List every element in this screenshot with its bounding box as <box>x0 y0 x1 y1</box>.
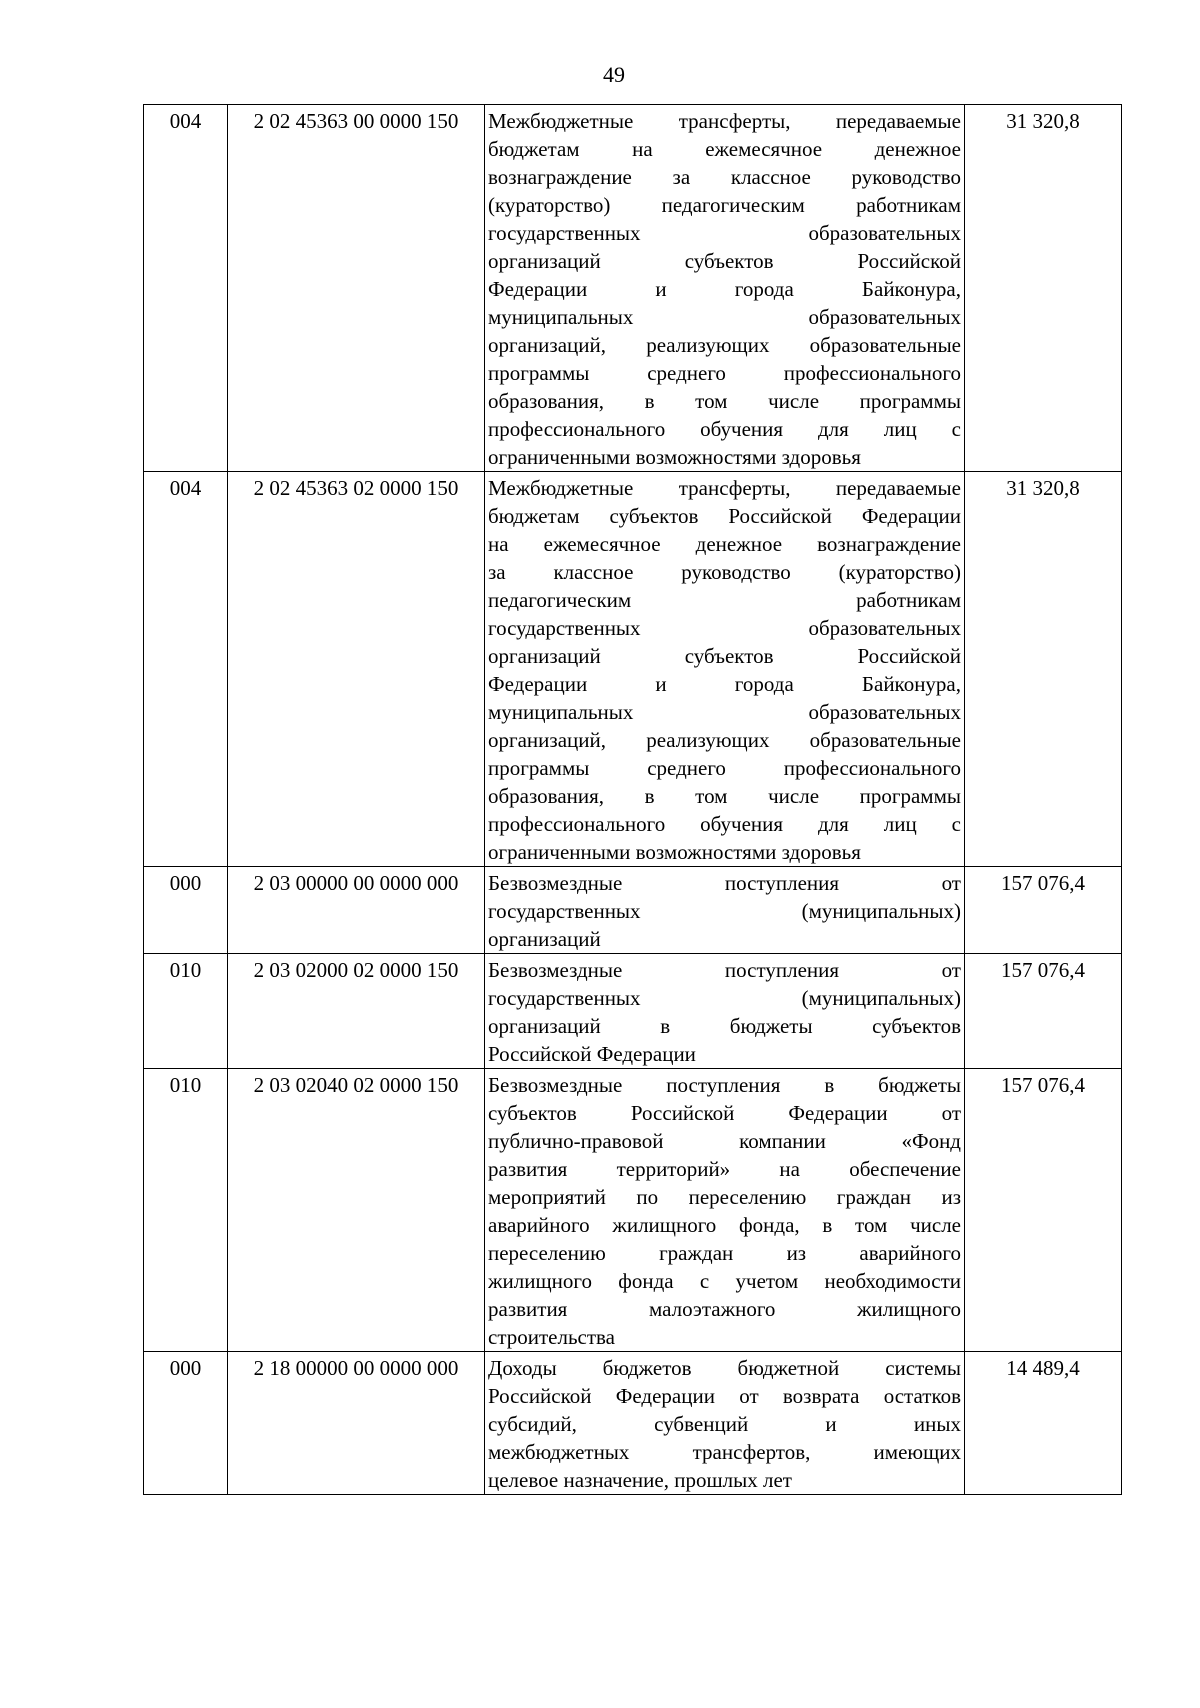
description-line: Безвозмездные поступления в бюджеты <box>488 1073 961 1097</box>
description-line: программы среднего профессионального <box>488 361 961 385</box>
table-row <box>144 472 1122 867</box>
description-line: образования, в том числе программы <box>488 389 961 413</box>
table-row <box>144 1069 1122 1352</box>
description-line: государственных образовательных <box>488 616 961 640</box>
description-line: жилищного фонда с учетом необходимости <box>488 1269 961 1293</box>
admin-code-cell: 010 <box>144 1069 228 1352</box>
description-line: мероприятий по переселению граждан из <box>488 1185 961 1209</box>
description-line: профессионального обучения для лиц с <box>488 417 961 441</box>
description-line: государственных образовательных <box>488 221 961 245</box>
amount-cell: 157 076,4 <box>965 867 1122 954</box>
description-line: развития территорий» на обеспечение <box>488 1157 961 1181</box>
description-line: организаций <box>488 927 601 951</box>
description-line: программы среднего профессионального <box>488 756 961 780</box>
admin-code-cell: 000 <box>144 1352 228 1495</box>
description-line: ограниченными возможностями здоровья <box>488 445 861 469</box>
admin-code-cell: 004 <box>144 472 228 867</box>
description-line: Безвозмездные поступления от <box>488 958 961 982</box>
admin-code-cell: 010 <box>144 954 228 1069</box>
description-line: государственных (муниципальных) <box>488 986 961 1010</box>
description-line: Федерации и города Байконура, <box>488 277 961 301</box>
table-row <box>144 867 1122 954</box>
description-line: ограниченными возможностями здоровья <box>488 840 861 864</box>
description-cell <box>485 867 965 954</box>
table-row <box>144 105 1122 472</box>
description-line: вознаграждение за классное руководство <box>488 165 961 189</box>
budget-code-cell: 2 03 00000 00 0000 000 <box>228 867 485 954</box>
description-line: организаций субъектов Российской <box>488 644 961 668</box>
description-line: организаций субъектов Российской <box>488 249 961 273</box>
description-cell <box>485 105 965 472</box>
budget-code-cell: 2 02 45363 02 0000 150 <box>228 472 485 867</box>
amount-cell: 31 320,8 <box>965 105 1122 472</box>
description-line: (кураторство) педагогическим работникам <box>488 193 961 217</box>
table-row <box>144 1352 1122 1495</box>
budget-code-cell: 2 03 02040 02 0000 150 <box>228 1069 485 1352</box>
description-line: публично-правовой компании «Фонд <box>488 1129 961 1153</box>
amount-cell: 157 076,4 <box>965 954 1122 1069</box>
description-line: субсидий, субвенций и иных <box>488 1412 961 1436</box>
budget-code-cell: 2 18 00000 00 0000 000 <box>228 1352 485 1495</box>
description-line: субъектов Российской Федерации от <box>488 1101 961 1125</box>
page-number: 49 <box>603 62 625 87</box>
description-line: аварийного жилищного фонда, в том числе <box>488 1213 961 1237</box>
description-cell <box>485 954 965 1069</box>
description-line: государственных (муниципальных) <box>488 899 961 923</box>
table-row <box>144 954 1122 1069</box>
description-line: Безвозмездные поступления от <box>488 871 961 895</box>
description-line: межбюджетных трансфертов, имеющих <box>488 1440 961 1464</box>
description-line: организаций в бюджеты субъектов <box>488 1014 961 1038</box>
amount-cell: 14 489,4 <box>965 1352 1122 1495</box>
description-line: муниципальных образовательных <box>488 305 961 329</box>
description-line: организаций, реализующих образовательные <box>488 333 961 357</box>
description-line: на ежемесячное денежное вознаграждение <box>488 532 961 556</box>
admin-code-cell: 004 <box>144 105 228 472</box>
description-cell <box>485 1069 965 1352</box>
admin-code-cell: 000 <box>144 867 228 954</box>
description-line: строительства <box>488 1325 616 1349</box>
description-line: Российской Федерации от возврата остатков <box>488 1384 961 1408</box>
revenue-table <box>143 104 1122 1495</box>
description-line: Российской Федерации <box>488 1042 696 1066</box>
budget-code-cell: 2 03 02000 02 0000 150 <box>228 954 485 1069</box>
description-line: бюджетам на ежемесячное денежное <box>488 137 961 161</box>
amount-cell: 31 320,8 <box>965 472 1122 867</box>
description-line: Федерации и города Байконура, <box>488 672 961 696</box>
budget-code-cell: 2 02 45363 00 0000 150 <box>228 105 485 472</box>
table-body <box>144 105 1122 1495</box>
description-line: целевое назначение, прошлых лет <box>488 1468 792 1492</box>
description-line: муниципальных образовательных <box>488 700 961 724</box>
amount-cell: 157 076,4 <box>965 1069 1122 1352</box>
description-line: профессионального обучения для лиц с <box>488 812 961 836</box>
description-cell <box>485 472 965 867</box>
description-cell <box>485 1352 965 1495</box>
description-line: за классное руководство (кураторство) <box>488 560 961 584</box>
description-line: Межбюджетные трансферты, передаваемые <box>488 476 961 500</box>
description-line: педагогическим работникам <box>488 588 961 612</box>
description-line: Межбюджетные трансферты, передаваемые <box>488 109 961 133</box>
description-line: развития малоэтажного жилищного <box>488 1297 961 1321</box>
description-line: организаций, реализующих образовательные <box>488 728 961 752</box>
description-line: бюджетам субъектов Российской Федерации <box>488 504 961 528</box>
description-line: Доходы бюджетов бюджетной системы <box>488 1356 961 1380</box>
description-line: образования, в том числе программы <box>488 784 961 808</box>
description-line: переселению граждан из аварийного <box>488 1241 961 1265</box>
